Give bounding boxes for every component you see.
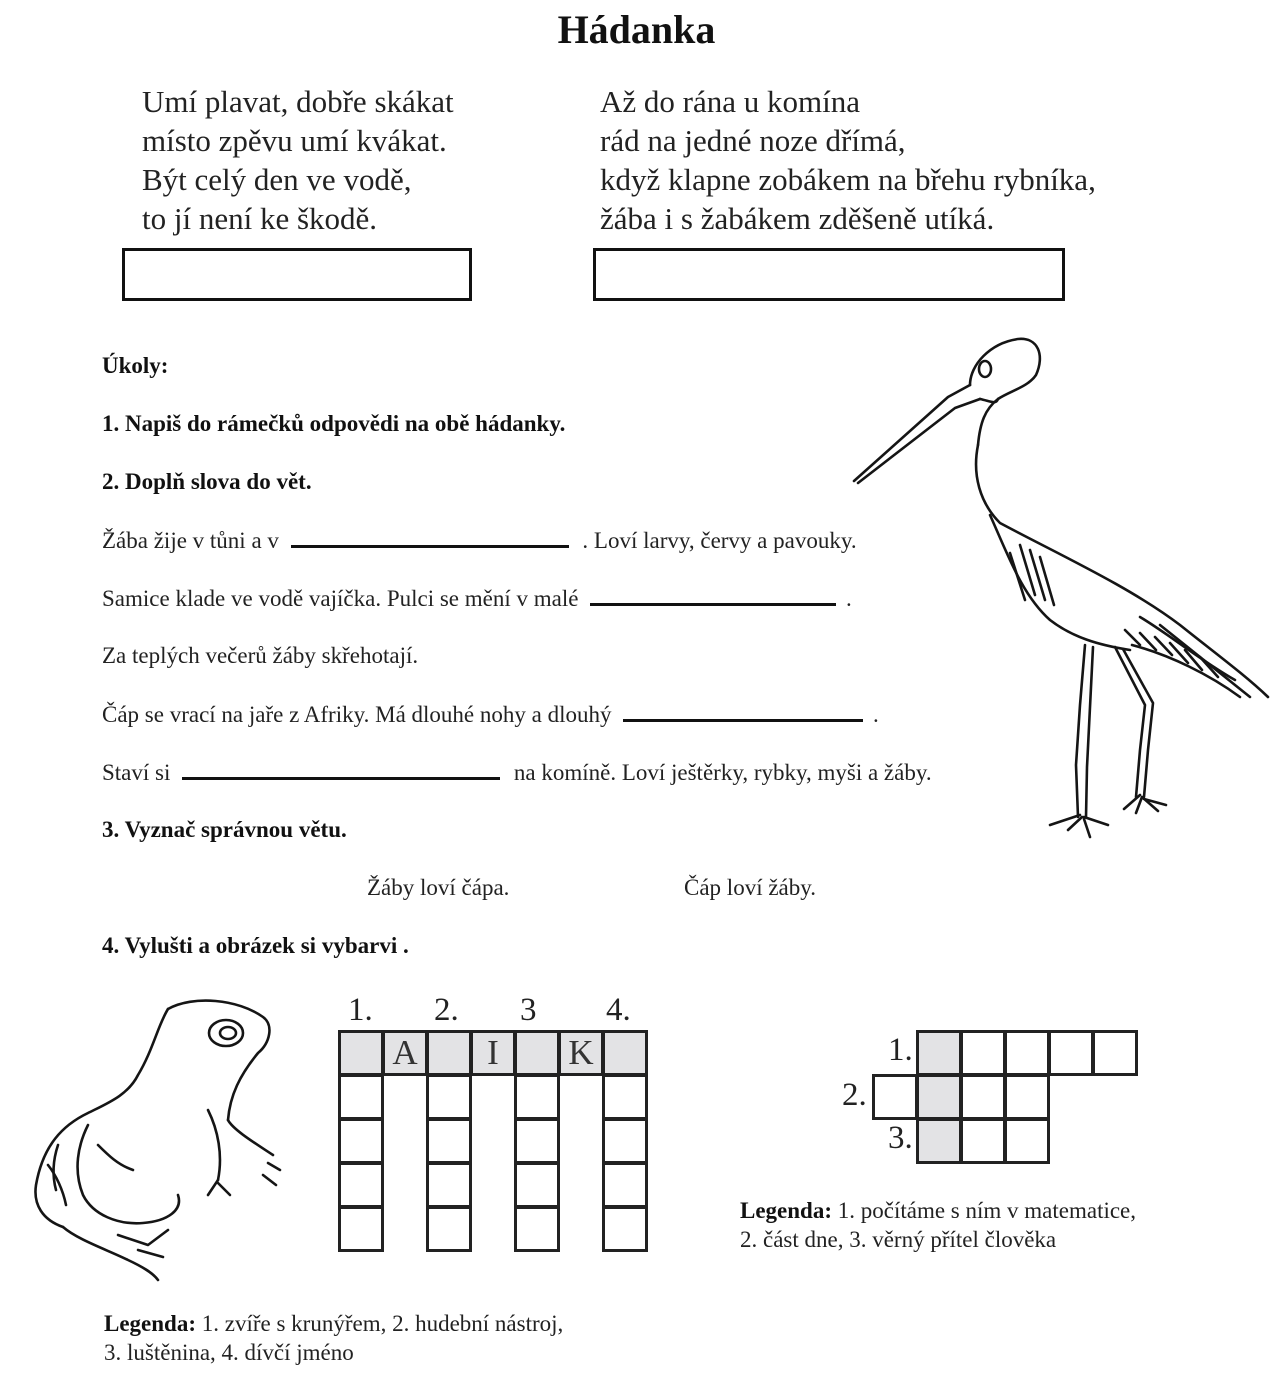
task-4: 4. Vylušti a obrázek si vybarvi . <box>102 933 409 958</box>
legend-label: Legenda: <box>104 1311 196 1336</box>
stork-illustration <box>840 325 1273 850</box>
crossword-letter: K <box>568 1033 594 1072</box>
crossword-cell[interactable] <box>514 1206 560 1252</box>
crossword-cell[interactable] <box>514 1030 560 1076</box>
legend-crossword-1 <box>104 1309 563 1367</box>
task-3: 3. Vyznač správnou větu. <box>102 817 347 842</box>
crossword-cell[interactable] <box>872 1074 918 1120</box>
fill-blank[interactable] <box>590 585 836 606</box>
crossword-cell[interactable] <box>338 1118 384 1164</box>
crossword-cell[interactable] <box>1092 1030 1138 1076</box>
riddle-line: místo zpěvu umí kvákat. <box>142 123 447 158</box>
sentence-1 <box>102 527 857 554</box>
page-title: Hádanka <box>557 7 716 52</box>
legend-text: 3. luštěnina, 4. dívčí jméno <box>104 1340 354 1365</box>
sentence-3: Za teplých večerů žáby skřehotají. <box>102 643 419 668</box>
crossword-letter: I <box>487 1033 499 1072</box>
row-number: 3. <box>888 1120 913 1156</box>
column-number: 4. <box>606 992 631 1028</box>
column-number: 2. <box>434 992 459 1028</box>
legend-text: 2. část dne, 3. věrný přítel člověka <box>740 1227 1057 1252</box>
frog-illustration <box>18 995 288 1285</box>
sentence-5 <box>102 759 932 786</box>
fill-blank[interactable] <box>623 701 863 722</box>
crossword-cell[interactable] <box>1004 1030 1050 1076</box>
crossword-cell[interactable] <box>338 1162 384 1208</box>
crossword-letter: A <box>392 1033 418 1072</box>
sentence-text: Čáp se vrací na jaře z Afriky. Má dlouhé nohy a dlouhý <box>102 702 612 727</box>
sentence-text: na komíně. Loví ještěrky, rybky, myši a žáby. <box>513 760 932 785</box>
crossword-cell[interactable] <box>916 1118 962 1164</box>
riddle-line: Až do rána u komína <box>600 84 860 119</box>
choice-sentence-2[interactable]: Čáp loví žáby. <box>684 875 817 900</box>
fill-blank[interactable] <box>182 759 500 780</box>
riddle-line: to jí není ke škodě. <box>142 201 378 236</box>
sentence-2 <box>102 585 852 612</box>
riddle-line: když klapne zobákem na břehu rybníka, <box>600 162 1096 197</box>
task-1: 1. Napiš do rámečků odpovědi na obě hádanky. <box>102 411 566 436</box>
crossword-cell[interactable] <box>1004 1074 1050 1120</box>
sentence-text: Staví si <box>102 760 171 785</box>
crossword-cell[interactable] <box>602 1118 648 1164</box>
crossword-cell[interactable] <box>602 1206 648 1252</box>
sentence-text: Žába žije v tůni a v <box>102 528 279 553</box>
crossword-cell[interactable] <box>1004 1118 1050 1164</box>
riddle-line: žába i s žabákem zděšeně utíká. <box>600 201 995 236</box>
crossword-cell[interactable] <box>960 1118 1006 1164</box>
crossword-cell[interactable] <box>426 1074 472 1120</box>
answer-box-1[interactable] <box>122 248 472 301</box>
legend-crossword-2 <box>740 1196 1136 1254</box>
crossword-cell[interactable] <box>426 1030 472 1076</box>
crossword-cell[interactable] <box>514 1162 560 1208</box>
crossword-cell[interactable] <box>514 1118 560 1164</box>
crossword-cell[interactable] <box>1048 1030 1094 1076</box>
tasks-heading: Úkoly: <box>102 353 169 378</box>
crossword-cell[interactable] <box>338 1206 384 1252</box>
crossword-cell[interactable] <box>426 1118 472 1164</box>
task-2: 2. Doplň slova do vět. <box>102 469 312 494</box>
legend-text: 1. počítáme s ním v matematice, <box>832 1198 1137 1223</box>
riddle-stork <box>600 82 1096 238</box>
crossword-cell[interactable] <box>514 1074 560 1120</box>
row-number: 1. <box>888 1032 913 1068</box>
crossword-cell[interactable] <box>960 1074 1006 1120</box>
crossword-cell[interactable] <box>960 1030 1006 1076</box>
riddle-frog <box>142 82 454 238</box>
legend-label: Legenda: <box>740 1198 832 1223</box>
row-number: 2. <box>842 1077 867 1113</box>
column-number: 3 <box>520 992 537 1028</box>
crossword-cell[interactable] <box>426 1162 472 1208</box>
answer-box-2[interactable] <box>593 248 1065 301</box>
crossword-cell[interactable] <box>426 1206 472 1252</box>
fill-blank[interactable] <box>291 527 569 548</box>
sentence-4 <box>102 701 879 728</box>
crossword-cell[interactable] <box>338 1030 384 1076</box>
crossword-cell[interactable] <box>916 1074 962 1120</box>
legend-text: 1. zvíře s krunýřem, 2. hudební nástroj, <box>196 1311 564 1336</box>
riddle-line: rád na jedné noze dřímá, <box>600 123 906 158</box>
sentence-text: . Loví larvy, červy a pavouky. <box>582 528 857 553</box>
sentence-text: . <box>845 586 852 611</box>
crossword-cell[interactable] <box>338 1074 384 1120</box>
sentence-text: . <box>872 702 879 727</box>
riddle-line: Být celý den ve vodě, <box>142 162 412 197</box>
choice-sentence-1[interactable]: Žáby loví čápa. <box>367 875 510 900</box>
column-number: 1. <box>348 992 373 1028</box>
crossword-cell[interactable] <box>602 1074 648 1120</box>
sentence-text: Samice klade ve vodě vajíčka. Pulci se mění v malé <box>102 586 579 611</box>
riddle-line: Umí plavat, dobře skákat <box>142 84 454 119</box>
crossword-cell[interactable] <box>602 1162 648 1208</box>
crossword-cell[interactable] <box>602 1030 648 1076</box>
crossword-cell[interactable] <box>916 1030 962 1076</box>
